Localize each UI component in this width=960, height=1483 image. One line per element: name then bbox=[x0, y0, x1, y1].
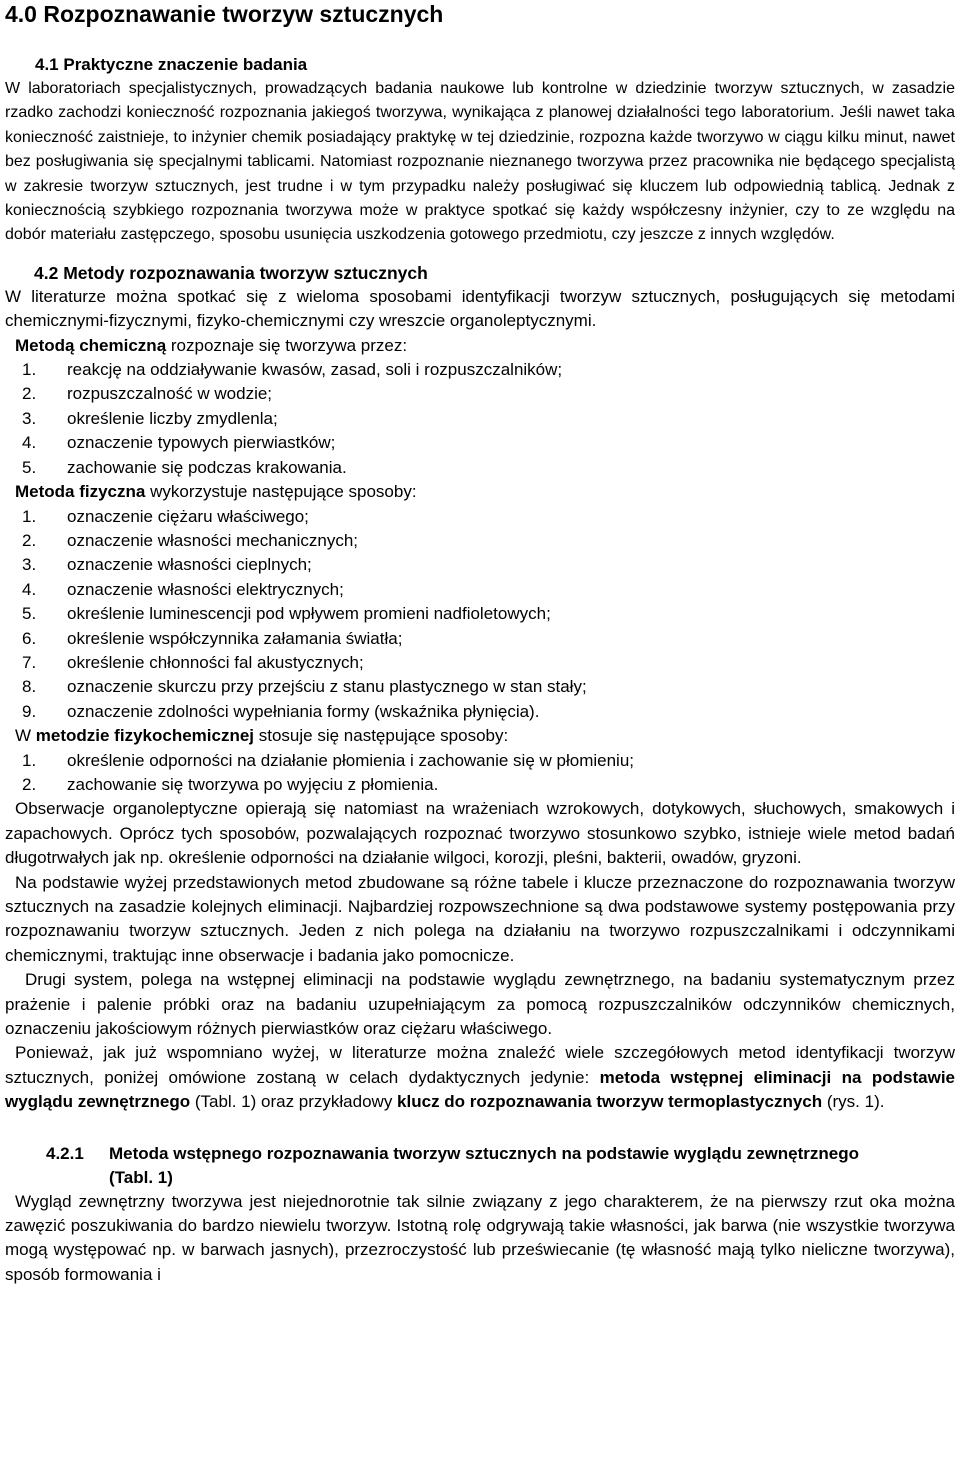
list-item-text: reakcję na oddziaływanie kwasów, zasad, soli i rozpuszczalników; bbox=[67, 360, 563, 380]
list-item-text: oznaczenie ciężaru właściwego; bbox=[67, 506, 309, 526]
list-item-number: 2. bbox=[22, 530, 37, 550]
list-item-number: 9. bbox=[22, 701, 37, 721]
list-item-number: 2. bbox=[22, 774, 37, 794]
list-item-text: oznaczenie własności mechanicznych; bbox=[67, 530, 359, 550]
list-item-text: określenie odporności na działanie płomienia i zachowanie się w płomieniu; bbox=[67, 750, 634, 770]
list-item-text: oznaczenie skurczu przy przejściu z stanu plastycznego w stan stały; bbox=[67, 677, 587, 697]
list-item-number: 1. bbox=[22, 506, 37, 526]
tables-keys-paragraph: Na podstawie wyżej przedstawionych metod zbudowane są różne tabele i klucze przeznaczone do rozpoznawania tworzyw sztucznych na zasadzie kolejnych eliminacji. Najbardziej rozpowszechnione są dwa podstawowe systemy postępowania przy rozpoznawaniu tworzyw sztucznych. Jeden z nich polega na działaniu na tworzywo rozpuszczalnikami i odczynnikami chemicznymi, traktując inne obserwacje i badania jako pomocnicze. bbox=[5, 872, 955, 965]
list-item-number: 4. bbox=[22, 579, 37, 599]
list-item-text: oznaczenie własności elektrycznych; bbox=[67, 579, 344, 599]
list-item bbox=[22, 651, 955, 675]
second-system-paragraph: Drugi system, polega na wstępnej eliminacji na podstawie wyglądu zewnętrznego, na badaniu systematycznym przez prażenie i palenie próbki oraz na badaniu uzupełniającym za pomocą rozpuszczalników odczynników chemicznych, oznaczeniu jakościowym różnych pierwiastków oraz ciężaru właściwego. bbox=[5, 970, 955, 1039]
list-item-text: oznaczenie zdolności wypełniania formy (wskaźnika płynięcia). bbox=[67, 701, 540, 721]
list-item bbox=[22, 749, 955, 773]
organoleptic-paragraph: Obserwacje organoleptyczne opierają się natomiast na wrażeniach wzrokowych, dotykowych, słuchowych, smakowych i zapachowych. Oprócz tych sposobów, pozwalających rozpoznać tworzywo stosunkowo szybko, istnieje wiele metod badań długotrwałych jak np. określenie odporności na działanie wilgoci, korozji, pleśni, bakterii, owadów, gryzoni. bbox=[5, 799, 955, 868]
list-item bbox=[22, 529, 955, 553]
list-item-text: określenie chłonności fal akustycznych; bbox=[67, 652, 364, 672]
physicochemical-method-lead: stosuje się następujące sposoby: bbox=[254, 726, 509, 746]
physical-method-intro bbox=[5, 480, 955, 504]
list-item bbox=[22, 602, 955, 626]
list-item bbox=[22, 505, 955, 529]
list-item-text: zachowanie się tworzywa po wyjęciu z płomienia. bbox=[67, 774, 439, 794]
list-item bbox=[22, 358, 955, 382]
section-title: Metoda wstępnego rozpoznawania tworzyw sztucznych na podstawie wyglądu zewnętrznego (Tabl. 1) bbox=[109, 1143, 859, 1187]
list-item-number: 6. bbox=[22, 628, 37, 648]
list-item-number: 3. bbox=[22, 408, 37, 428]
list-item-text: zachowanie się podczas krakowania. bbox=[67, 457, 347, 477]
paragraph-bold-text: metoda wstępnej eliminacji na podstawie wyglądu zewnętrznego bbox=[5, 1067, 956, 1112]
paragraph-text: (rys. 1). bbox=[822, 1092, 885, 1112]
physical-method-label: Metoda fizyczna bbox=[15, 482, 146, 502]
list-item-number: 2. bbox=[22, 384, 37, 404]
section-4-2-intro: W literaturze można spotkać się z wieloma sposobami identyfikacji tworzyw sztucznych, posługujących się metodami chemicznymi-fizycznymi, fizyko-chemicznymi czy wreszcie organoleptycznymi. bbox=[5, 286, 955, 331]
list-item bbox=[22, 675, 955, 699]
list-item-number: 4. bbox=[22, 433, 37, 453]
list-item-text: oznaczenie typowych pierwiastków; bbox=[67, 433, 336, 453]
list-item-number: 3. bbox=[22, 555, 37, 575]
physicochemical-method-pre: W bbox=[15, 726, 36, 746]
list-item-text: określenie liczby zmydlenla; bbox=[67, 408, 278, 428]
list-item bbox=[22, 773, 955, 797]
physicochemical-method-intro bbox=[5, 724, 955, 748]
document-title: 4.0 Rozpoznawanie tworzyw sztucznych bbox=[5, 1, 444, 27]
physicochemical-method-list bbox=[5, 749, 955, 798]
list-item-number: 1. bbox=[22, 360, 37, 380]
chemical-method-label: Metodą chemiczną bbox=[15, 335, 167, 355]
section-4-1-heading: 4.1 Praktyczne znaczenie badania bbox=[35, 55, 308, 74]
physicochemical-method-label: metodzie fizykochemicznej bbox=[35, 726, 255, 746]
list-item-text: rozpuszczalność w wodzie; bbox=[67, 384, 273, 404]
list-item bbox=[22, 627, 955, 651]
list-item bbox=[22, 431, 955, 455]
physical-method-lead: wykorzystuje następujące sposoby: bbox=[145, 482, 417, 502]
list-item-number: 1. bbox=[22, 750, 37, 770]
section-4-2-1-heading bbox=[5, 1142, 955, 1190]
list-item-number: 5. bbox=[22, 604, 37, 624]
list-item bbox=[22, 553, 955, 577]
section-4-2-heading: 4.2 Metody rozpoznawania tworzyw sztucznych bbox=[34, 262, 428, 283]
list-item bbox=[22, 382, 955, 406]
list-item bbox=[22, 578, 955, 602]
list-item-number: 7. bbox=[22, 652, 37, 672]
list-item-number: 8. bbox=[22, 677, 37, 697]
section-4-1-paragraph: W laboratoriach specjalistycznych, prowadzących badania naukowe lub kontrolne w dziedzinie tworzyw sztucznych, w zasadzie rzadko zachodzi konieczność rozpoznania jakiegoś tworzywa, wynikająca z planowej działalności tego laboratorium. Jeśli nawet taka konieczność zaistnieje, to inżynier chemik posiadający praktykę w tej dziedzinie, rozpozna każde tworzywo w ciągu kilku minut, nawet bez posługiwania się specjalnymi tablicami. Natomiast rozpoznanie nieznanego tworzywa przez pracownika nie będącego specjalistą w zakresie tworzyw sztucznych, jest trudne i w tym przypadku należy posługiwać się kluczem lub odpowiednią tablicą. Jednak z koniecznością szybkiego rozpoznania tworzywa może w praktyce spotkać się każdy współczesny inżynier, czy to ze względu na dobór materiału zastępczego, sposobu usunięcia uszkodzenia gotowego przedmiotu, czy jeszcze z innych względów. bbox=[5, 80, 955, 244]
list-item-text: oznaczenie własności cieplnych; bbox=[67, 555, 312, 575]
list-item bbox=[22, 456, 955, 480]
didactic-methods-paragraph bbox=[5, 1041, 955, 1114]
section-4-2-1-paragraph: Wygląd zewnętrzny tworzywa jest niejednorotnie tak silnie związany z jego charakterem, że na pierwszy rzut oka można zawęzić poszukiwania do bardzo niewielu tworzyw. Istotną rolę odgrywają takie własności, jak barwa (nie wszystkie tworzywa mogą występować np. w barwach jasnych), przezroczystość lub przeświecanie (tę własność mają tylko nieliczne tworzywa), sposób formowania i bbox=[5, 1191, 955, 1284]
section-number: 4.2.1 bbox=[46, 1143, 84, 1163]
chemical-method-list bbox=[5, 358, 955, 480]
list-item bbox=[22, 700, 955, 724]
paragraph-bold-text: klucz do rozpoznawania tworzyw termoplastycznych bbox=[397, 1092, 823, 1112]
list-item-text: określenie luminescencji pod wpływem promieni nadfioletowych; bbox=[67, 604, 551, 624]
paragraph-text: Ponieważ, jak już wspomniano wyżej, w literaturze można znaleźć wiele szczegółowych metod identyfikacji tworzyw sztucznych, poniżej omówione zostaną w celach dydaktycznych jedynie: bbox=[5, 1043, 955, 1087]
list-item bbox=[22, 407, 955, 431]
list-item-number: 5. bbox=[22, 457, 37, 477]
chemical-method-intro bbox=[5, 334, 955, 358]
chemical-method-lead: rozpoznaje się tworzywa przez: bbox=[166, 335, 408, 355]
list-item-text: określenie współczynnika załamania światła; bbox=[67, 628, 403, 648]
physical-method-list bbox=[5, 505, 955, 725]
paragraph-text: (Tabl. 1) oraz przykładowy bbox=[190, 1092, 398, 1112]
